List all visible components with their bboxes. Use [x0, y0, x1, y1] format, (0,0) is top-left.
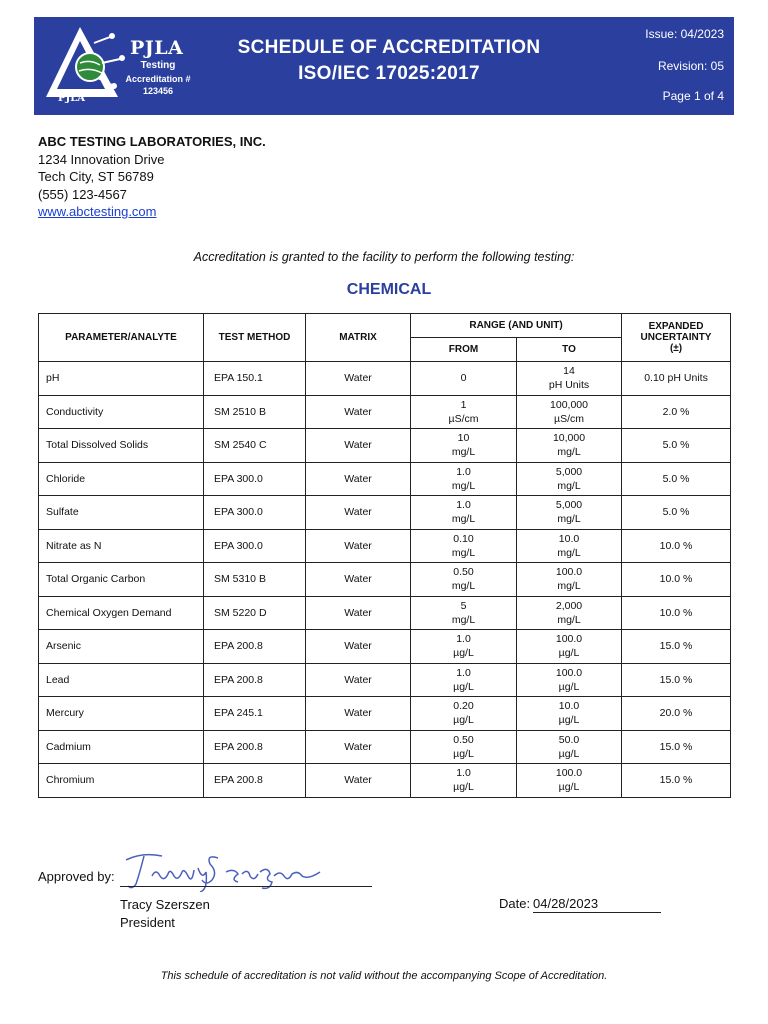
cell-matrix	[306, 496, 411, 530]
header-parameter: PARAMETER/ANALYTE	[39, 314, 204, 362]
cell-range-from	[411, 764, 517, 798]
signer-name: Tracy Szerszen	[120, 897, 210, 912]
cell-range-to	[517, 496, 622, 530]
parameter-text: Chemical Oxygen Demand	[46, 606, 172, 619]
cell-matrix	[306, 462, 411, 496]
cell-range-to	[517, 529, 622, 563]
header-uncertainty-line-3: (±)	[669, 343, 683, 354]
cell-parameter	[39, 697, 204, 731]
header-uncertainty-line-2: UNCERTAINTY	[640, 332, 712, 343]
header-uncertainty-line-1: EXPANDED	[648, 321, 704, 332]
header-uncertainty	[622, 314, 731, 362]
from-unit: µg/L	[453, 781, 474, 794]
parameter-text: Sulfate	[46, 506, 79, 519]
logo-line-testing: Testing	[140, 60, 176, 71]
cell-uncertainty	[622, 462, 731, 496]
cell-test-method	[204, 462, 306, 496]
cell-uncertainty	[622, 596, 731, 630]
cell-test-method	[204, 362, 306, 396]
cell-matrix	[306, 395, 411, 429]
footer-disclaimer: This schedule of accreditation is not valid without the accompanying Scope of Accreditation.	[160, 970, 608, 982]
cell-uncertainty	[622, 362, 731, 396]
to-value: 100,000	[550, 398, 588, 411]
cell-matrix	[306, 596, 411, 630]
from-value: 1.0	[456, 666, 471, 679]
parameter-text: Cadmium	[46, 740, 91, 753]
to-unit: µS/cm	[554, 412, 584, 425]
to-value: 2,000	[555, 599, 583, 612]
from-unit: mg/L	[451, 580, 476, 593]
table-row	[39, 764, 731, 798]
cell-range-to	[517, 764, 622, 798]
cell-parameter	[39, 362, 204, 396]
to-unit: mg/L	[557, 580, 581, 593]
method-text: EPA 200.8	[214, 673, 263, 686]
table-row	[39, 697, 731, 731]
matrix-text: Water	[344, 673, 372, 686]
company-address-line-2: Tech City, ST 56789	[38, 169, 154, 184]
to-unit: µg/L	[558, 647, 580, 660]
cell-range-to	[517, 663, 622, 697]
cell-matrix	[306, 429, 411, 463]
method-text: SM 2540 C	[214, 439, 267, 452]
from-unit: mg/L	[451, 546, 476, 559]
parameter-text: Total Organic Carbon	[46, 573, 146, 586]
cell-range-to	[517, 462, 622, 496]
cell-parameter	[39, 529, 204, 563]
parameter-text: Nitrate as N	[46, 539, 102, 552]
cell-test-method	[204, 429, 306, 463]
logo-line-accreditation: Accreditation #	[125, 74, 191, 84]
cell-matrix	[306, 563, 411, 597]
cell-range-from	[411, 630, 517, 664]
cell-uncertainty	[622, 764, 731, 798]
cell-test-method	[204, 730, 306, 764]
cell-uncertainty	[622, 663, 731, 697]
cell-range-to	[517, 362, 622, 396]
from-unit: µg/L	[453, 680, 474, 693]
from-value: 1	[460, 398, 467, 411]
cell-parameter	[39, 630, 204, 664]
from-value: 1.0	[456, 499, 471, 512]
cell-range-from	[411, 362, 517, 396]
pjla-logo	[42, 23, 192, 111]
cell-uncertainty	[622, 730, 731, 764]
table-row	[39, 596, 731, 630]
cell-range-from	[411, 395, 517, 429]
approved-by-label: Approved by:	[38, 869, 115, 884]
section-title: CHEMICAL	[346, 281, 432, 298]
to-unit: µg/L	[558, 747, 580, 760]
logo-brand: PJLA	[58, 93, 86, 104]
cell-range-to	[517, 563, 622, 597]
uncertainty-text: 10.0 %	[659, 539, 693, 552]
company-info	[38, 133, 266, 221]
header-from: FROM	[411, 338, 517, 362]
cell-test-method	[204, 596, 306, 630]
cell-range-from	[411, 730, 517, 764]
table-row	[39, 429, 731, 463]
table-row	[39, 362, 731, 396]
from-value: 1.0	[456, 767, 471, 780]
method-text: EPA 300.0	[214, 472, 263, 485]
document-title	[224, 37, 554, 85]
from-value: 10	[457, 432, 470, 445]
cell-matrix	[306, 529, 411, 563]
parameter-text: Mercury	[46, 707, 84, 720]
to-unit: µg/L	[558, 781, 580, 794]
cell-matrix	[306, 764, 411, 798]
cell-uncertainty	[622, 630, 731, 664]
cell-range-from	[411, 429, 517, 463]
matrix-text: Water	[344, 439, 372, 452]
from-unit: mg/L	[451, 513, 476, 526]
method-text: EPA 200.8	[214, 740, 263, 753]
signer-title: President	[120, 915, 175, 930]
method-text: EPA 300.0	[214, 539, 263, 552]
from-value: 0	[460, 372, 467, 385]
matrix-text: Water	[344, 405, 372, 418]
table-row	[39, 630, 731, 664]
header-to: TO	[517, 338, 622, 362]
from-value: 0.50	[453, 733, 474, 746]
table-row	[39, 663, 731, 697]
cell-test-method	[204, 764, 306, 798]
cell-test-method	[204, 529, 306, 563]
to-unit: µg/L	[558, 714, 580, 727]
cell-range-from	[411, 563, 517, 597]
matrix-text: Water	[344, 472, 372, 485]
cell-test-method	[204, 563, 306, 597]
uncertainty-text: 5.0 %	[662, 506, 690, 519]
cell-range-from	[411, 596, 517, 630]
from-unit: mg/L	[451, 479, 476, 492]
cell-range-from	[411, 529, 517, 563]
matrix-text: Water	[344, 606, 372, 619]
cell-uncertainty	[622, 395, 731, 429]
date-value: 04/28/2023	[533, 896, 661, 913]
cell-test-method	[204, 663, 306, 697]
cell-test-method	[204, 630, 306, 664]
from-value: 0.10	[453, 532, 474, 545]
date-label: Date:	[499, 896, 531, 911]
matrix-text: Water	[344, 740, 372, 753]
from-value: 0.50	[453, 566, 474, 579]
uncertainty-text: 0.10 pH Units	[644, 372, 708, 385]
company-name: ABC TESTING LABORATORIES, INC.	[38, 134, 266, 149]
accreditation-table	[38, 313, 731, 798]
to-unit: mg/L	[557, 546, 581, 559]
uncertainty-text: 10.0 %	[659, 573, 693, 586]
header-band	[34, 17, 734, 115]
uncertainty-text: 2.0 %	[662, 405, 690, 418]
to-value: 10.0	[558, 700, 580, 713]
company-website-link[interactable]: www.abctesting.com	[38, 204, 157, 219]
to-unit: mg/L	[557, 446, 581, 459]
to-unit: pH Units	[548, 379, 590, 392]
cell-range-from	[411, 663, 517, 697]
cell-uncertainty	[622, 496, 731, 530]
cell-test-method	[204, 697, 306, 731]
method-text: SM 5310 B	[214, 573, 266, 586]
parameter-text: Lead	[46, 673, 70, 686]
matrix-text: Water	[344, 539, 372, 552]
to-unit: mg/L	[557, 479, 581, 492]
cell-uncertainty	[622, 429, 731, 463]
to-value: 5,000	[555, 499, 583, 512]
cell-range-to	[517, 395, 622, 429]
cell-test-method	[204, 496, 306, 530]
cell-range-to	[517, 697, 622, 731]
to-unit: µg/L	[558, 680, 580, 693]
cell-range-from	[411, 462, 517, 496]
cell-parameter	[39, 496, 204, 530]
from-value: 1.0	[456, 633, 471, 646]
uncertainty-text: 20.0 %	[659, 707, 693, 720]
uncertainty-text: 15.0 %	[659, 640, 693, 653]
table-row	[39, 529, 731, 563]
matrix-text: Water	[344, 640, 372, 653]
grant-statement: Accreditation is granted to the facility to perform the following testing:	[193, 250, 575, 264]
to-value: 14	[563, 365, 575, 378]
from-unit: µg/L	[453, 647, 474, 660]
title-line-2: ISO/IEC 17025:2017	[298, 63, 480, 84]
table-row	[39, 730, 731, 764]
revision-number: Revision: 05	[657, 59, 724, 73]
cell-matrix	[306, 730, 411, 764]
cell-uncertainty	[622, 529, 731, 563]
parameter-text: Conductivity	[46, 405, 104, 418]
cell-matrix	[306, 630, 411, 664]
matrix-text: Water	[344, 573, 372, 586]
cell-uncertainty	[622, 563, 731, 597]
from-unit: µg/L	[453, 714, 474, 727]
cell-range-to	[517, 596, 622, 630]
to-value: 100.0	[555, 633, 583, 646]
cell-parameter	[39, 462, 204, 496]
matrix-text: Water	[344, 372, 372, 385]
cell-matrix	[306, 362, 411, 396]
uncertainty-text: 15.0 %	[659, 673, 693, 686]
to-value: 50.0	[558, 733, 580, 746]
title-line-1: SCHEDULE OF ACCREDITATION	[237, 37, 541, 58]
cell-uncertainty	[622, 697, 731, 731]
method-text: EPA 245.1	[214, 707, 263, 720]
cell-matrix	[306, 663, 411, 697]
from-unit: µS/cm	[448, 412, 479, 425]
from-unit: mg/L	[451, 613, 476, 626]
cell-range-to	[517, 730, 622, 764]
table-row	[39, 462, 731, 496]
from-value: 5	[460, 599, 467, 612]
page-number: Page 1 of 4	[662, 89, 724, 103]
from-unit: mg/L	[451, 446, 476, 459]
cell-test-method	[204, 395, 306, 429]
header-test-method: TEST METHOD	[204, 314, 306, 362]
issue-date: Issue: 04/2023	[645, 27, 724, 41]
parameter-text: Chloride	[46, 472, 86, 485]
cell-range-to	[517, 630, 622, 664]
from-unit: µg/L	[453, 747, 474, 760]
table-row	[39, 496, 731, 530]
table-row	[39, 563, 731, 597]
table-row	[39, 395, 731, 429]
to-value: 5,000	[555, 465, 583, 478]
to-value: 100.0	[555, 767, 583, 780]
header-matrix: MATRIX	[306, 314, 411, 362]
method-text: EPA 150.1	[214, 372, 263, 385]
method-text: EPA 200.8	[214, 774, 263, 787]
logo-name: PJLA	[130, 37, 184, 59]
matrix-text: Water	[344, 707, 372, 720]
cell-matrix	[306, 697, 411, 731]
parameter-text: Arsenic	[46, 640, 82, 653]
signer-block	[120, 896, 210, 932]
cell-parameter	[39, 730, 204, 764]
method-text: EPA 200.8	[214, 640, 263, 653]
uncertainty-text: 15.0 %	[659, 774, 693, 787]
to-unit: mg/L	[557, 613, 581, 626]
from-value: 1.0	[456, 465, 471, 478]
cell-parameter	[39, 596, 204, 630]
cell-parameter	[39, 395, 204, 429]
to-value: 100.0	[555, 666, 583, 679]
cell-parameter	[39, 563, 204, 597]
cell-parameter	[39, 663, 204, 697]
cell-parameter	[39, 429, 204, 463]
method-text: SM 5220 D	[214, 606, 267, 619]
matrix-text: Water	[344, 506, 372, 519]
signature-line	[120, 886, 372, 887]
to-value: 100.0	[555, 566, 583, 579]
cell-range-to	[517, 429, 622, 463]
to-value: 10,000	[552, 432, 586, 445]
cell-parameter	[39, 764, 204, 798]
cell-range-from	[411, 496, 517, 530]
parameter-text: Chromium	[46, 774, 95, 787]
uncertainty-text: 5.0 %	[662, 439, 690, 452]
uncertainty-text: 15.0 %	[659, 740, 693, 753]
logo-accreditation-number: 123456	[142, 86, 174, 96]
to-value: 10.0	[558, 532, 580, 545]
to-unit: mg/L	[557, 513, 581, 526]
header-range: RANGE (AND UNIT)	[411, 314, 622, 338]
parameter-text: pH	[46, 372, 60, 385]
uncertainty-text: 10.0 %	[659, 606, 693, 619]
matrix-text: Water	[344, 774, 372, 787]
company-phone: (555) 123-4567	[38, 186, 127, 202]
method-text: EPA 300.0	[214, 506, 263, 519]
uncertainty-text: 5.0 %	[662, 472, 690, 485]
company-address-line-1: 1234 Innovation Drive	[38, 151, 165, 167]
cell-range-from	[411, 697, 517, 731]
from-value: 0.20	[453, 700, 474, 713]
method-text: SM 2510 B	[214, 405, 266, 418]
parameter-text: Total Dissolved Solids	[46, 439, 149, 452]
